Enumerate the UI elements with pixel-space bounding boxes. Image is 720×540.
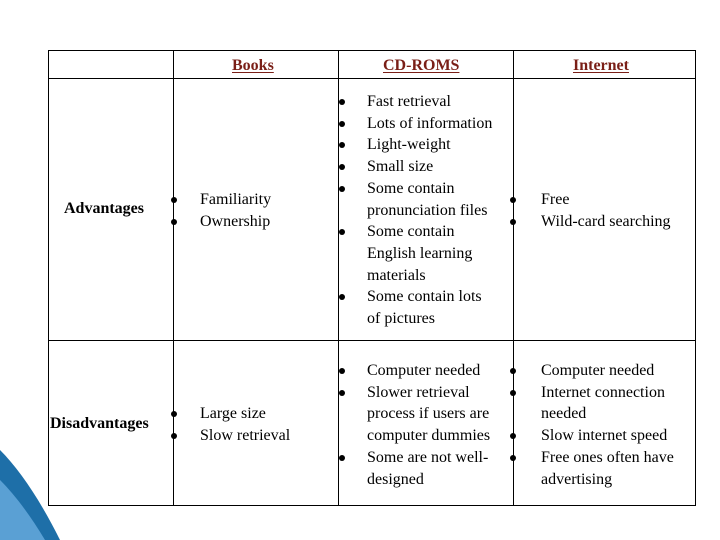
cell-dis-cdroms [367,360,490,490]
list-item: needed [541,405,587,423]
list-item: Slower retrieval [367,383,470,401]
row-label-disadvantages: Disadvantages [50,415,149,432]
list-item: Light-weight [367,136,451,154]
header-internet: Internet [573,57,629,74]
list-item: Small size [367,158,434,176]
list-item: Computer needed [367,362,481,379]
list-item: Some contain [367,179,455,197]
list-item: Some contain [367,223,455,241]
list-item: Some are not well- [367,448,489,466]
list-item: Large size [200,405,266,422]
table-divider [48,78,696,79]
list-item: advertising [541,470,613,488]
list-item: designed [367,470,424,488]
list-item: Wild-card searching [541,212,671,230]
list-item: materials [367,266,426,284]
list-item: Some contain lots [367,288,482,306]
cell-adv-cdroms [367,91,492,330]
cell-dis-internet [541,360,674,490]
header-cdroms: CD-ROMS [383,57,460,74]
cell-adv-books [200,189,271,232]
list-item: Ownership [200,212,271,230]
table-divider [48,340,696,341]
table-divider [338,50,339,506]
list-item: English learning [367,244,473,262]
list-item: Free [541,191,570,208]
header-books: Books [232,57,274,74]
list-item: Computer needed [541,362,655,379]
list-item: Lots of information [367,114,493,132]
cell-dis-books [200,403,290,446]
list-item: pronunciation files [367,201,488,219]
list-item: Fast retrieval [367,93,451,110]
row-label-advantages: Advantages [64,200,145,217]
list-item: process if users are [367,405,490,423]
cell-adv-internet [541,189,671,232]
list-item: Slow internet speed [541,427,668,445]
list-item: computer dummies [367,427,491,445]
list-item: Familiarity [200,191,272,208]
list-item: Internet connection [541,383,665,401]
list-item: Slow retrieval [200,426,291,444]
list-item: Free ones often have [541,448,674,466]
list-item: of pictures [367,310,435,328]
